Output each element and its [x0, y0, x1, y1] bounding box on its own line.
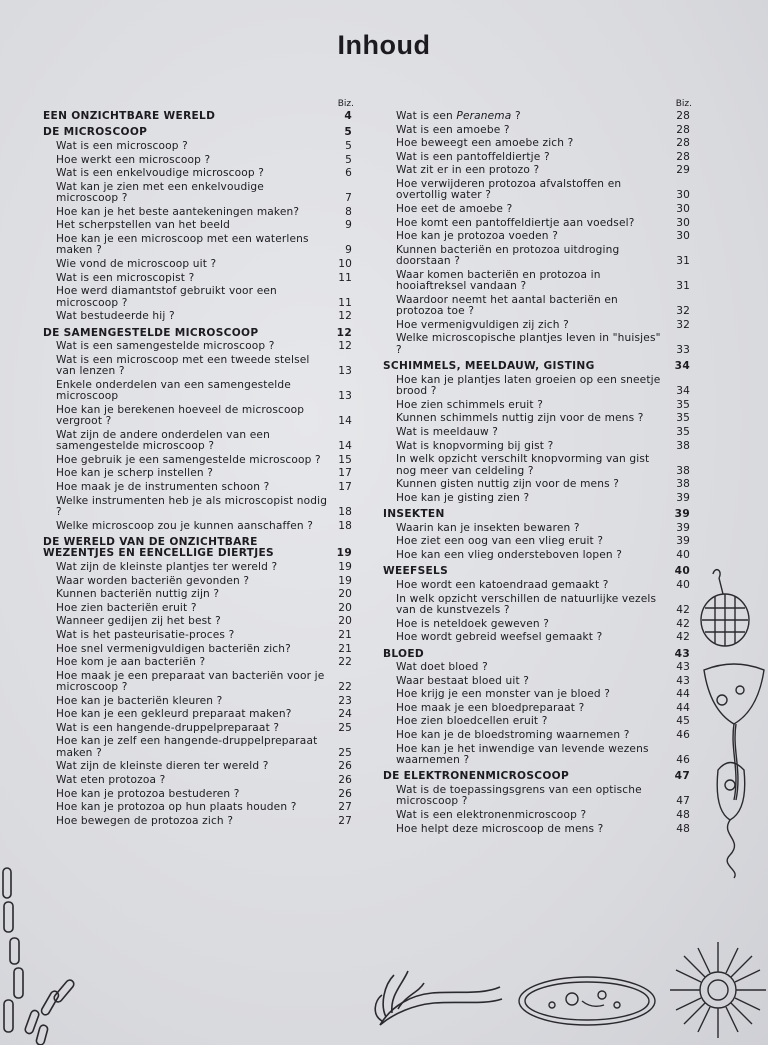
toc-entry-text: Hoe kan je berekenen hoeveel de microscoop vergroot ?: [56, 403, 305, 428]
toc-entry: [42, 802, 354, 813]
toc-entry: [42, 630, 354, 641]
toc-entry-page: 33: [676, 343, 690, 356]
toc-entry: [382, 218, 692, 229]
toc-entry: [382, 550, 692, 561]
toc-entry-text: DE ELEKTRONENMICROSCOOP: [383, 770, 570, 783]
toc-entry: [382, 493, 692, 504]
diatom-illustration: [697, 568, 757, 658]
toc-entry-page: 26: [338, 760, 352, 773]
toc-entry: [382, 245, 692, 268]
radiolarian-illustration: [668, 940, 768, 1040]
toc-entry: [382, 441, 692, 452]
toc-entry-text: Hoe werd diamantstof gebruikt voor een microscoop ?: [56, 285, 277, 309]
toc-entry-page: 30: [676, 216, 690, 229]
toc-entry-page: 35: [676, 425, 690, 438]
toc-entry: [42, 311, 354, 322]
toc-entry: [42, 496, 354, 519]
toc-entry: [42, 589, 354, 600]
toc-entry-page: 39: [676, 535, 690, 548]
toc-entry-page: 11: [338, 296, 352, 309]
toc-entry: [42, 182, 354, 205]
toc-entry: [382, 231, 692, 242]
toc-entry-text: Hoe kan je een microscoop met een waterlens maken ?: [56, 232, 309, 257]
toc-entry-text: DE SAMENGESTELDE MICROSCOOP: [43, 326, 259, 339]
toc-entry-page: 4: [344, 110, 352, 122]
toc-entry: [42, 207, 354, 218]
toc-entry: [382, 152, 692, 163]
toc-entry: [42, 355, 354, 378]
toc-entry-page: 31: [676, 255, 690, 268]
toc-entry: [382, 204, 692, 215]
toc-entry-page: 38: [676, 478, 690, 491]
toc-entry-text: Hoe kan je scherp instellen ?: [56, 467, 214, 480]
toc-entry-text: Welke microscoop zou je kunnen aanschaffen ?: [56, 519, 314, 532]
toc-entry-text: Hoe zien bacteriën eruit ?: [56, 601, 197, 614]
toc-entry-text: Hoe ziet een oog van een vlieg eruit ?: [396, 535, 604, 548]
toc-entry: [382, 165, 692, 176]
toc-entry-page: 44: [676, 688, 690, 701]
toc-entry-text: Hoe kan je het beste aantekeningen maken?: [56, 205, 300, 218]
toc-entry: [42, 603, 354, 614]
toc-entry: [42, 380, 354, 403]
toc-entry: [382, 676, 692, 687]
toc-entry-text: Waar worden bacteriën gevonden ?: [56, 574, 250, 587]
toc-entry-text: Hoe kan je de bloedstroming waarnemen ?: [396, 729, 630, 742]
toc-entry-page: 46: [676, 754, 690, 767]
toc-entry-page: 48: [676, 809, 690, 822]
toc-entry-page: 20: [338, 588, 352, 601]
toc-entry: [42, 141, 354, 152]
toc-entry-page: 18: [338, 505, 352, 518]
toc-entry-page: 40: [676, 578, 690, 591]
toc-entry: [382, 703, 692, 714]
toc-entry-page: 19: [336, 547, 352, 560]
toc-left-column: [42, 98, 354, 829]
toc-entry-text: Waardoor neemt het aantal bacteriën en protozoa toe ?: [396, 293, 618, 318]
toc-entry: [382, 333, 692, 356]
page-column-label: Biz.: [337, 99, 354, 109]
hydra-illustration: [372, 965, 507, 1035]
toc-entry: [42, 761, 354, 772]
page-title: Inhoud: [337, 30, 431, 60]
toc-entry: [382, 270, 692, 293]
toc-entry: [42, 455, 354, 466]
toc-entry-text: Kunnen schimmels nuttig zijn voor de mens ?: [396, 412, 644, 425]
toc-entry-page: 39: [676, 521, 690, 534]
toc-entry-page: 34: [674, 360, 690, 373]
toc-entry-page: 5: [345, 153, 352, 166]
toc-entry-page: 38: [676, 464, 690, 477]
toc-entry-page: 12: [338, 310, 352, 323]
toc-entry: [42, 816, 354, 827]
toc-entry-text: Hoe maak je de instrumenten schoon ?: [56, 480, 270, 493]
toc-entry-page: 28: [676, 137, 690, 150]
toc-entry-page: 21: [338, 628, 352, 641]
toc-entry-page: 22: [338, 656, 352, 669]
toc-entry-text: Hoe kom je aan bacteriën ?: [56, 656, 206, 669]
toc-entry-text: Wat eten protozoa ?: [56, 774, 166, 787]
toc-entry: [382, 320, 692, 331]
toc-entry-page: 27: [338, 814, 352, 827]
toc-entry-text: Welke microscopische plantjes leven in "huisjes" ?: [396, 332, 661, 356]
toc-entry-page: 25: [338, 721, 352, 734]
toc-entry-page: 31: [676, 280, 690, 293]
toc-entry-text: DE WERELD VAN DE ONZICHTBARE WEZENTJES EN EENCELLIGE DIERTJES: [43, 535, 274, 560]
toc-section-heading: [382, 771, 692, 782]
toc-entry: [42, 234, 354, 257]
toc-entry-text: Wat zijn de andere onderdelen van een samengestelde microscoop ?: [56, 428, 270, 453]
toc-entry: [382, 594, 692, 617]
toc-entry: [42, 576, 354, 587]
toc-entry-text: Wat is een samengestelde microscoop ?: [56, 340, 275, 353]
bacteria-chain-illustration: [0, 860, 80, 1045]
toc-entry-text: Hoe helpt deze microscoop de mens ?: [396, 822, 604, 835]
toc-entry-text: Hoe komt een pantoffeldiertje aan voedsel?: [396, 216, 635, 229]
toc-entry-text: Hoe kan je protozoa op hun plaats houden ?: [56, 801, 297, 814]
toc-entry-text: Wanneer gedijen zij het best ?: [56, 615, 221, 628]
toc-entry-page: 29: [676, 164, 690, 177]
toc-entry: [42, 468, 354, 479]
toc-entry-page: 38: [676, 439, 690, 452]
toc-entry: [382, 295, 692, 318]
toc-entry-page: 25: [338, 746, 352, 759]
toc-right-column: [382, 98, 692, 837]
toc-entry-page: 5: [345, 140, 352, 152]
toc-entry-page: 48: [676, 822, 690, 835]
toc-entry: [42, 657, 354, 668]
toc-entry-text: Wat is een enkelvoudige microscoop ?: [56, 167, 265, 180]
toc-entry-text: DE MICROSCOOP: [43, 126, 148, 139]
toc-entry-page: 39: [676, 491, 690, 504]
toc-entry-page: 30: [676, 230, 690, 243]
toc-entry-text: Hoe werkt een microscoop ?: [56, 153, 211, 166]
toc-entry-text: Hoe zien schimmels eruit ?: [396, 398, 543, 411]
toc-entry-page: 10: [338, 257, 352, 270]
toc-entry-page: 8: [345, 205, 352, 218]
toc-entry-text: Kunnen gisten nuttig zijn voor de mens ?: [396, 478, 620, 491]
toc-entry-page: 13: [338, 390, 352, 403]
toc-entry-text: Wat is het pasteurisatie-proces ?: [56, 628, 235, 641]
toc-entry: [382, 111, 692, 122]
toc-entry-text: Hoe wordt een katoendraad gemaakt ?: [396, 578, 609, 591]
toc-entry: [42, 671, 354, 694]
toc-entry-text: Wat is een pantoffeldiertje ?: [396, 150, 550, 163]
toc-entry-text: Wat is een microscoop met een tweede stelsel van lenzen ?: [56, 353, 310, 378]
toc-entry: [382, 785, 692, 808]
toc-entry-text: WEEFSELS: [383, 565, 449, 578]
toc-entry: [382, 138, 692, 149]
toc-entry-page: 26: [338, 774, 352, 787]
page-column-label: Biz.: [675, 99, 692, 109]
toc-section-heading: [382, 649, 692, 660]
toc-entry-page: 35: [676, 398, 690, 411]
toc-entry-page: 42: [676, 603, 690, 616]
toc-entry-text: Kunnen bacteriën en protozoa uitdroging doorstaan ?: [396, 243, 620, 268]
toc-entry-text: Enkele onderdelen van een samengestelde microscoop: [56, 378, 291, 403]
toc-entry: [382, 580, 692, 591]
toc-entry: [382, 179, 692, 202]
toc-entry-text: Hoe eet de amoebe ?: [396, 202, 513, 215]
toc-entry-text: Wat kan je zien met een enkelvoudige microscoop ?: [56, 180, 264, 205]
toc-entry-text: Wat zijn de kleinste plantjes ter wereld ?: [56, 560, 278, 573]
toc-entry: [382, 523, 692, 534]
toc-entry-text: Wat is de toepassingsgrens van een optische microscoop ?: [396, 784, 642, 808]
toc-entry-page: 28: [676, 123, 690, 136]
toc-entry-page: 27: [338, 801, 352, 814]
toc-entry-page: 15: [338, 453, 352, 466]
toc-entry-text: Waar bestaat bloed uit ?: [396, 674, 530, 687]
toc-entry-page: 34: [676, 385, 690, 398]
toc-entry: [382, 824, 692, 835]
toc-entry-page: 28: [676, 110, 690, 122]
toc-entry-text: Hoe gebruik je een samengestelde microscoop ?: [56, 453, 321, 466]
toc-entry-page: 12: [336, 326, 352, 339]
toc-entry: [42, 155, 354, 166]
toc-entry-page: 32: [676, 318, 690, 331]
toc-entry: [382, 810, 692, 821]
toc-entry-text: Hoe krijg je een monster van je bloed ?: [396, 688, 611, 701]
toc-entry: [382, 427, 692, 438]
toc-entry: [42, 430, 354, 453]
toc-section-heading: [42, 127, 354, 138]
toc-entry-text: Hoe kan je plantjes laten groeien op een sneetje brood ?: [396, 373, 661, 398]
toc-entry-text: INSEKTEN: [383, 508, 445, 521]
toc-entry-text: Hoe kan je bacteriën kleuren ?: [56, 694, 223, 707]
toc-entry: [42, 286, 354, 309]
toc-entry-text: Hoe wordt gebreid weefsel gemaakt ?: [396, 631, 603, 644]
toc-entry-text: Hoe is neteldoek geweven ?: [396, 617, 550, 630]
toc-entry-text: Wat is een hangende-druppelpreparaat ?: [56, 721, 280, 734]
toc-entry-page: 26: [338, 787, 352, 800]
toc-entry-text: Wat zit er in een protozo ?: [396, 164, 540, 177]
toc-entry: [42, 789, 354, 800]
toc-entry-page: 11: [338, 271, 352, 284]
toc-entry: [42, 709, 354, 720]
toc-entry-page: 30: [676, 189, 690, 202]
toc-entry: [42, 273, 354, 284]
toc-entry: [382, 454, 692, 477]
toc-entry-page: 43: [676, 661, 690, 674]
toc-entry-text: In welk opzicht verschillen de natuurlijke vezels van de kunstvezels ?: [396, 592, 657, 616]
toc-entry-text: Welke instrumenten heb je als microscopist nodig ?: [56, 494, 328, 518]
toc-entry-text: Hoe maak je een preparaat van bacteriën voor je microscoop ?: [56, 669, 325, 694]
toc-entry-page: 43: [676, 674, 690, 687]
toc-entry-page: 24: [338, 708, 352, 721]
toc-entry-text: Wat is een microscoop ?: [56, 140, 188, 152]
toc-entry-page: 5: [344, 126, 352, 139]
toc-entry-text: Hoe beweegt een amoebe zich ?: [396, 137, 574, 150]
toc-entry-page: 30: [676, 202, 690, 215]
toc-section-heading: [382, 566, 692, 577]
toc-entry-text: Hoe zien bloedcellen eruit ?: [396, 715, 548, 728]
toc-entry-text: Wie vond de microscoop uit ?: [56, 257, 217, 270]
toc-entry-text: Wat is een amoebe ?: [396, 123, 510, 136]
toc-section-heading: [42, 537, 354, 560]
toc-entry-text: Hoe bewegen de protozoa zich ?: [56, 814, 234, 827]
toc-entry-text: In welk opzicht verschilt knopvorming van gist nog meer van celdeling ?: [396, 453, 650, 477]
paramecium-illustration: [512, 965, 662, 1035]
toc-entry-text: Hoe maak je een bloedpreparaat ?: [396, 701, 585, 714]
toc-entry-text: Hoe kan je zelf een hangende-druppelpreparaat maken ?: [56, 735, 318, 759]
toc-entry-page: 7: [345, 192, 352, 205]
toc-entry-text: Het scherpstellen van het beeld: [56, 219, 231, 232]
toc-entry-text: Hoe kan je protozoa voeden ?: [396, 230, 558, 243]
toc-entry: [382, 125, 692, 136]
toc-entry-text: Wat zijn de kleinste dieren ter wereld ?: [56, 760, 269, 773]
toc-entry-text: Waarin kan je insekten bewaren ?: [396, 521, 580, 534]
toc-entry-page: 9: [345, 244, 352, 257]
toc-section-heading: [382, 509, 692, 520]
toc-entry-page: 14: [338, 415, 352, 428]
toc-entry-page: 47: [676, 795, 690, 808]
toc-entry-page: 19: [338, 574, 352, 587]
toc-entry-text: Wat is een elektronenmicroscoop ?: [396, 809, 587, 822]
toc-entry-text: Hoe kan je een gekleurd preparaat maken?: [56, 708, 292, 721]
toc-entry-page: 22: [338, 681, 352, 694]
toc-entry-page: 44: [676, 701, 690, 714]
toc-entry-page: 42: [676, 631, 690, 644]
toc-entry: [42, 644, 354, 655]
toc-entry-page: 19: [338, 560, 352, 573]
toc-entry-page: 9: [345, 219, 352, 232]
toc-entry: [42, 341, 354, 352]
toc-entry-page: 45: [676, 715, 690, 728]
toc-entry: [42, 723, 354, 734]
toc-entry: [42, 521, 354, 532]
toc-entry-page: 20: [338, 615, 352, 628]
toc-entry-page: 21: [338, 642, 352, 655]
toc-entry-page: 39: [674, 508, 690, 521]
toc-entry: [382, 716, 692, 727]
toc-entry-page: 17: [338, 480, 352, 493]
toc-entry: [382, 689, 692, 700]
toc-entry-text: Hoe kan je gisting zien ?: [396, 491, 530, 504]
toc-entry-text: Hoe vermenigvuldigen zij zich ?: [396, 318, 569, 331]
toc-entry-text: Wat doet bloed ?: [396, 661, 488, 674]
toc-entry: [42, 259, 354, 270]
toc-entry: [42, 168, 354, 179]
toc-entry-text: BLOED: [383, 647, 424, 660]
toc-entry: [42, 482, 354, 493]
toc-entry: [42, 696, 354, 707]
toc-entry: [42, 220, 354, 231]
toc-entry-page: 18: [338, 519, 352, 532]
toc-entry: [42, 616, 354, 627]
toc-entry: [42, 736, 354, 759]
toc-entry: [42, 775, 354, 786]
toc-entry-text: Waar komen bacteriën en protozoa in hooiaftreksel vandaan ?: [396, 268, 601, 293]
toc-entry: [42, 562, 354, 573]
toc-entry-page: 40: [674, 565, 690, 578]
toc-entry-text: Wat is een microscopist ?: [56, 271, 195, 284]
toc-entry-text: Wat is een Peranema ?: [396, 110, 521, 122]
toc-entry-page: 14: [338, 440, 352, 453]
toc-entry: [382, 413, 692, 424]
toc-entry-page: 17: [338, 467, 352, 480]
toc-entry-text: Hoe kan je protozoa bestuderen ?: [56, 787, 240, 800]
toc-entry: [382, 744, 692, 767]
toc-entry-page: 43: [674, 647, 690, 660]
toc-entry-text: Wat is knopvorming bij gist ?: [396, 439, 554, 452]
toc-entry: [382, 730, 692, 741]
toc-entry-page: 23: [338, 694, 352, 707]
toc-entry-text: Hoe snel vermenigvuldigen bacteriën zich?: [56, 642, 291, 655]
toc-entry-page: 40: [676, 548, 690, 561]
toc-entry-page: 6: [345, 167, 352, 180]
toc-entry: [382, 375, 692, 398]
toc-entry-page: 32: [676, 305, 690, 318]
toc-entry-page: 13: [338, 365, 352, 378]
vorticella-illustration: [700, 660, 768, 880]
toc-entry: [382, 662, 692, 673]
toc-entry-text: Wat is meeldauw ?: [396, 425, 499, 438]
toc-entry-text: Hoe kan een vlieg ondersteboven lopen ?: [396, 548, 623, 561]
toc-entry-page: 35: [676, 412, 690, 425]
toc-entry-page: 12: [338, 340, 352, 353]
toc-entry-page: 20: [338, 601, 352, 614]
toc-section-heading: [382, 361, 692, 372]
toc-entry-text: Kunnen bacteriën nuttig zijn ?: [56, 588, 220, 601]
toc-entry-page: 46: [676, 729, 690, 742]
toc-entry: [382, 479, 692, 490]
toc-entry-text: EEN ONZICHTBARE WERELD: [43, 110, 216, 122]
toc-entry: [382, 400, 692, 411]
toc-entry: [382, 536, 692, 547]
toc-entry-text: Wat bestudeerde hij ?: [56, 310, 175, 323]
toc-entry-text: Hoe kan je het inwendige van levende wezens waarnemen ?: [396, 742, 649, 767]
toc-entry: [42, 405, 354, 428]
toc-entry: [382, 632, 692, 643]
toc-section-heading: [42, 328, 354, 339]
toc-entry-text: SCHIMMELS, MEELDAUW, GISTING: [383, 360, 595, 373]
toc-entry: [382, 619, 692, 630]
toc-entry-page: 47: [674, 770, 690, 783]
toc-entry-page: 42: [676, 617, 690, 630]
toc-section-heading: [42, 111, 354, 122]
toc-entry-text: Hoe verwijderen protozoa afvalstoffen en overtollig water ?: [396, 177, 622, 202]
toc-entry-page: 28: [676, 150, 690, 163]
